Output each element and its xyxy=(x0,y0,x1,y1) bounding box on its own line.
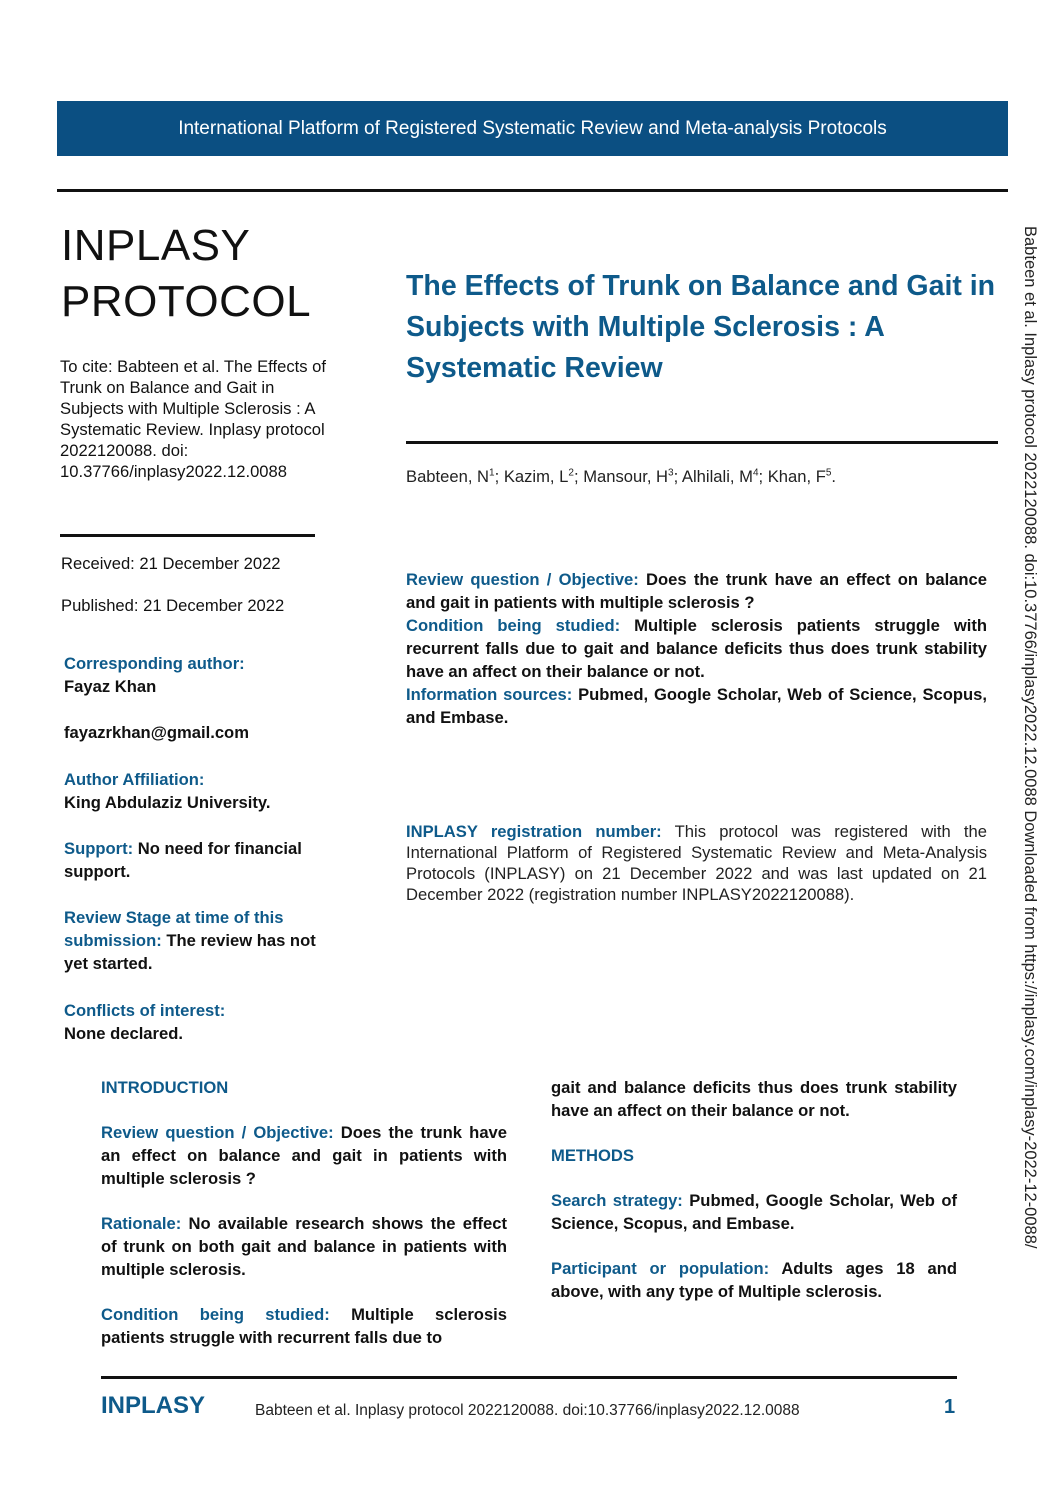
abstract-condition: Multiple sclerosis patients struggle with recurrent falls due to gait and balance deficits thus does trunk stability have an affect on their balance or not. xyxy=(406,616,988,681)
corresponding-author-name: Fayaz Khan xyxy=(64,677,157,696)
left-rule xyxy=(60,534,315,537)
abstract-sources: Pubmed, Google Scholar, Web of Science, Scopus, and Embase. xyxy=(406,685,987,727)
footer-citation: Babteen et al. Inplasy protocol 2022120088. doi:10.37766/inplasy2022.12.0088 xyxy=(255,1402,800,1419)
author: Kazim, $L^2$; xyxy=(503,467,584,486)
body-review-question: Review question / Objective: Does the trunk have an effect on balance and gait in patients with multiple sclerosis ? xyxy=(101,1123,508,1188)
author-affiliation xyxy=(64,768,349,814)
author-list xyxy=(406,467,836,487)
footer-brand: INPLASY xyxy=(101,1392,206,1419)
author-email: fayazrkhan@gmail.com xyxy=(64,723,249,742)
corresponding-author-label: Corresponding author: xyxy=(64,654,245,673)
inplasy-protocol-title xyxy=(61,218,311,330)
affiliation-label: Author Affiliation: xyxy=(64,770,205,789)
body-condition-continued: gait and balance deficits thus does trunk stability have an affect on their balance or not. xyxy=(551,1078,957,1120)
body-rationale: Rationale: No available research shows the effect of trunk on both gait and balance in patients with multiple sclerosis. xyxy=(101,1214,507,1279)
support-label: Support: xyxy=(64,839,134,858)
received-date: Received: 21 December 2022 xyxy=(61,554,281,573)
published-date: Published: 21 December 2022 xyxy=(61,596,285,615)
header-banner xyxy=(57,101,1008,156)
body-search-strategy: Search strategy: Pubmed, Google Scholar, Web of Science, Scopus, and Embase. xyxy=(551,1191,958,1233)
body-column-right xyxy=(551,1076,957,1325)
review-stage xyxy=(64,906,334,975)
introduction-heading: INTRODUCTION xyxy=(101,1078,229,1097)
abstract-review-question: Does the trunk have an effect on balance and gait in patients with multiple sclerosis ? xyxy=(406,570,987,612)
paper-title: The Effects of Trunk on Balance and Gait in Subjects with Multiple Sclerosis : A Systematic Review xyxy=(406,270,996,384)
title-line-1: INPLASY xyxy=(61,221,251,270)
footer-rule xyxy=(101,1376,957,1379)
side-download-note: Babteen et al. Inplasy protocol 2022120088. doi:10.37766/inplasy2022.12.0088 Downloaded from https://inplasy.com/inplasy-2022-12-0088/ xyxy=(1021,226,1039,1249)
review-stage-value: The review has not yet started. xyxy=(64,931,316,973)
citation-block: To cite: Babteen et al. The Effects of Trunk on Balance and Gait in Subjects with Multiple Sclerosis : A Systematic Review. Inplasy protocol 2022120088. doi: 10.37766/inplasy2022.12.0088 xyxy=(60,357,326,481)
author: Babteen, $N^1$; xyxy=(406,467,504,486)
registration-text: This protocol was registered with the International Platform of Registered Systematic Review and Meta-Analysis Protocols (INPLASY) on 21 December 2022 and was last updated on 21 December 2022 (registration number INPLASY2022120088). xyxy=(406,822,987,904)
author: Khan, $F^5$. xyxy=(767,467,837,486)
review-stage-label: Review Stage at time of this submission: xyxy=(64,908,284,950)
conflicts-label: Conflicts of interest: xyxy=(64,1001,226,1020)
page-number: 1 xyxy=(944,1396,956,1418)
author: Alhilali, $M^4$; xyxy=(681,467,768,486)
registration-note xyxy=(406,821,987,905)
registration-label: INPLASY registration number: xyxy=(406,822,662,841)
corresponding-author xyxy=(64,652,349,698)
top-rule xyxy=(57,189,1008,192)
methods-heading: METHODS xyxy=(551,1146,634,1165)
abstract-review-question-label: Review question / Objective: xyxy=(406,570,639,589)
body-participant: Participant or population: Adults ages 18 and above, with any type of Multiple sclerosis. xyxy=(551,1259,957,1301)
title-line-2: PROTOCOL xyxy=(61,277,312,326)
support xyxy=(64,837,349,883)
banner-text: International Platform of Registered Systematic Review and Meta-analysis Protocols xyxy=(178,117,887,139)
affiliation-value: King Abdulaziz University. xyxy=(64,793,271,812)
title-rule xyxy=(406,441,998,444)
body-condition: Condition being studied: Multiple sclerosis patients struggle with recurrent falls due to xyxy=(101,1305,508,1347)
abstract-condition-label: Condition being studied: xyxy=(406,616,621,635)
abstract-sources-label: Information sources: xyxy=(406,685,573,704)
body-column-left xyxy=(101,1076,507,1371)
support-value: No need for financial support. xyxy=(64,839,302,881)
conflicts-of-interest xyxy=(64,999,349,1045)
author: Mansour, $H^3$; xyxy=(583,467,682,486)
conflicts-value: None declared. xyxy=(64,1024,183,1043)
abstract xyxy=(406,568,987,729)
